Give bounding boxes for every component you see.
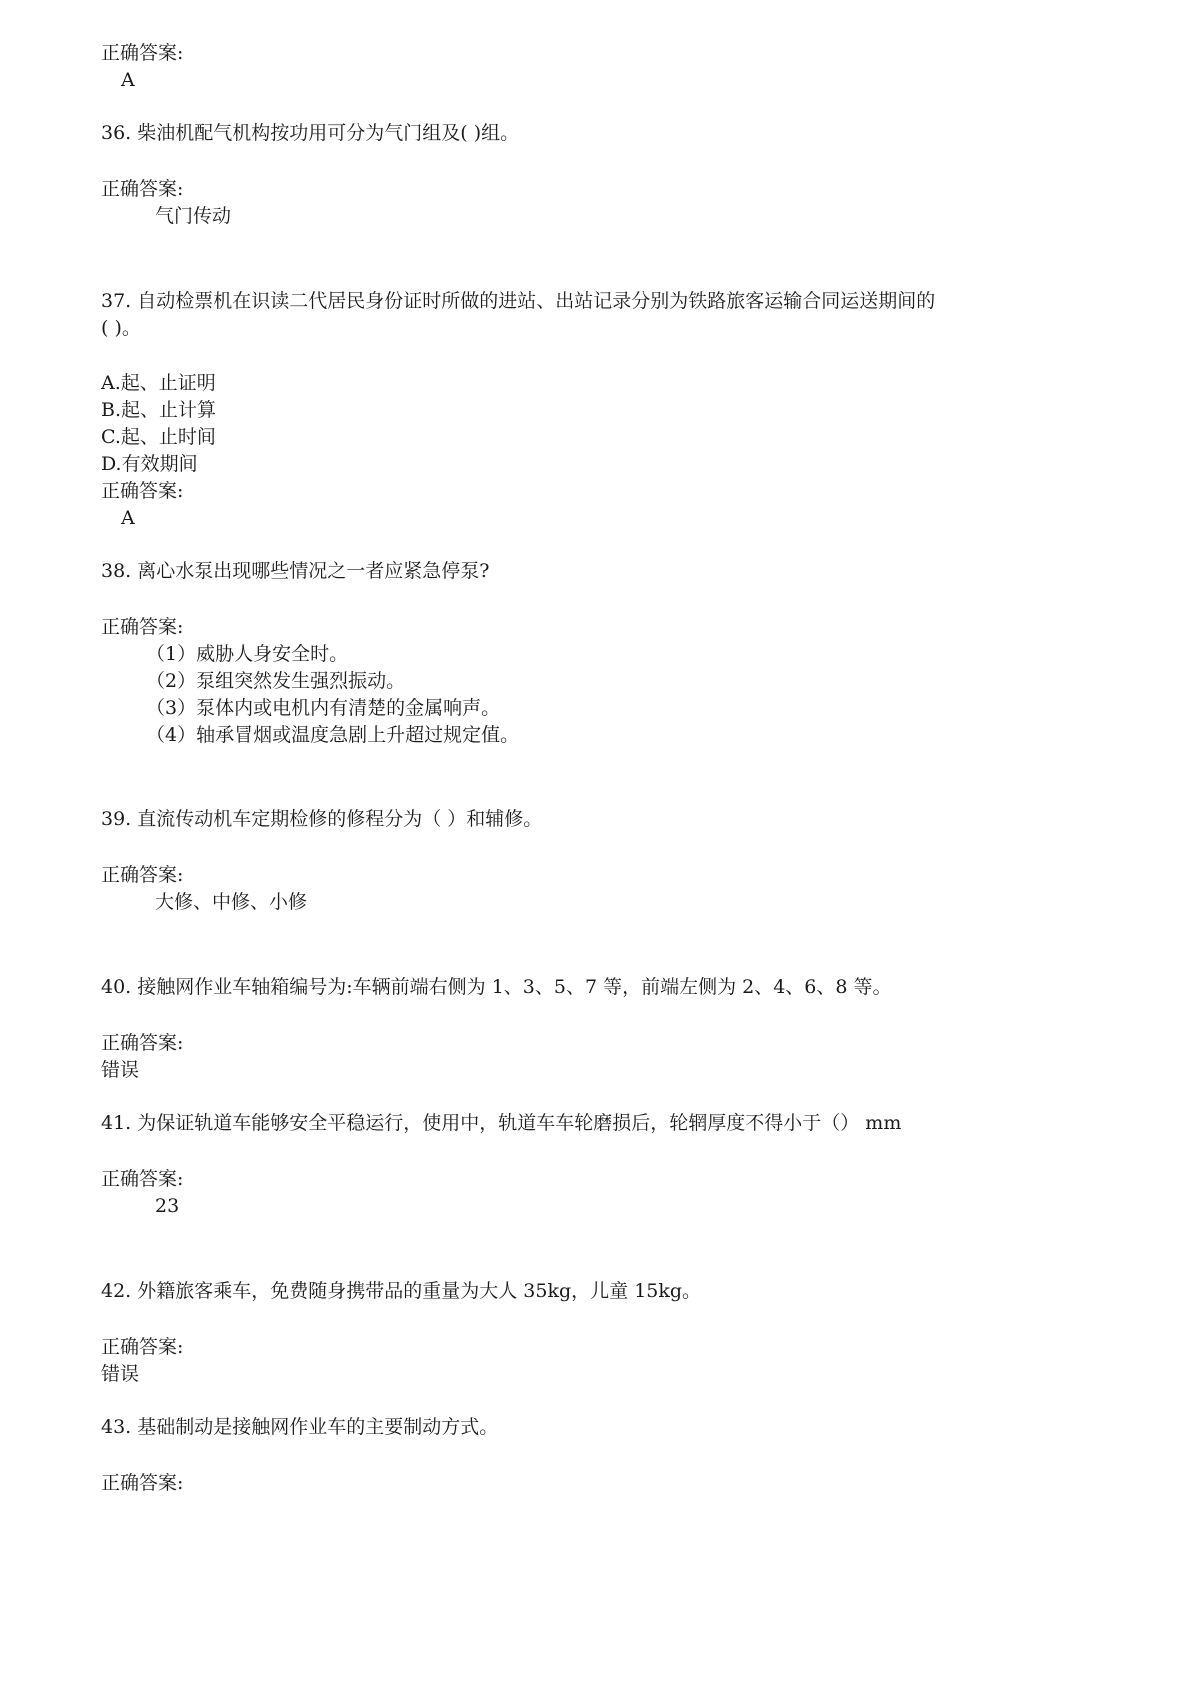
answer-label: 正确答案:	[101, 1168, 184, 1190]
answer-text: A	[121, 69, 135, 91]
question-41: 41. 为保证轨道车能够安全平稳运行，使用中，轨道车车轮磨损后，轮辋厚度不得小于（） mm	[101, 1112, 902, 1134]
question-43: 43. 基础制动是接触网作业车的主要制动方式。	[101, 1416, 499, 1438]
option-c: C.起、止时间	[101, 426, 216, 448]
answer-text: 错误	[101, 1059, 140, 1081]
answer-text: 错误	[101, 1363, 140, 1385]
answer-text: 气门传动	[155, 205, 232, 227]
question-36: 36. 柴油机配气机构按功用可分为气门组及( )组。	[101, 122, 520, 144]
question-38: 38. 离心水泵出现哪些情况之一者应紧急停泵?	[101, 560, 490, 582]
answer-label: 正确答案:	[101, 616, 184, 638]
answer-text: A	[121, 507, 135, 529]
answer-label: 正确答案:	[101, 42, 184, 64]
answer-label: 正确答案:	[101, 1032, 184, 1054]
option-b: B.起、止计算	[101, 399, 217, 421]
answer-text: （4）轴承冒烟或温度急剧上升超过规定值。	[146, 724, 520, 746]
question-37-line-1: 37. 自动检票机在识读二代居民身份证时所做的进站、出站记录分别为铁路旅客运输合同运送期间的	[101, 290, 936, 312]
answer-text: 大修、中修、小修	[155, 891, 308, 913]
answer-text: （3）泵体内或电机内有清楚的金属响声。	[146, 697, 501, 719]
question-40: 40. 接触网作业车轴箱编号为:车辆前端右侧为 1、3、5、7 等，前端左侧为 2、4、6、8 等。	[101, 976, 892, 998]
answer-text: （1）威胁人身安全时。	[146, 643, 349, 665]
answer-label: 正确答案:	[101, 480, 184, 502]
option-a: A.起、止证明	[101, 372, 216, 394]
answer-label: 正确答案:	[101, 1472, 184, 1494]
answer-text: （2）泵组突然发生强烈振动。	[146, 670, 406, 692]
answer-label: 正确答案:	[101, 178, 184, 200]
option-d: D.有效期间	[101, 453, 198, 475]
answer-label: 正确答案:	[101, 1336, 184, 1358]
answer-label: 正确答案:	[101, 864, 184, 886]
answer-text: 23	[155, 1195, 180, 1217]
question-39: 39. 直流传动机车定期检修的修程分为（ ）和辅修。	[101, 808, 543, 830]
question-37-line-2: ( )。	[101, 317, 141, 339]
question-42: 42. 外籍旅客乘车，免费随身携带品的重量为大人 35kg，儿童 15kg。	[101, 1280, 702, 1302]
